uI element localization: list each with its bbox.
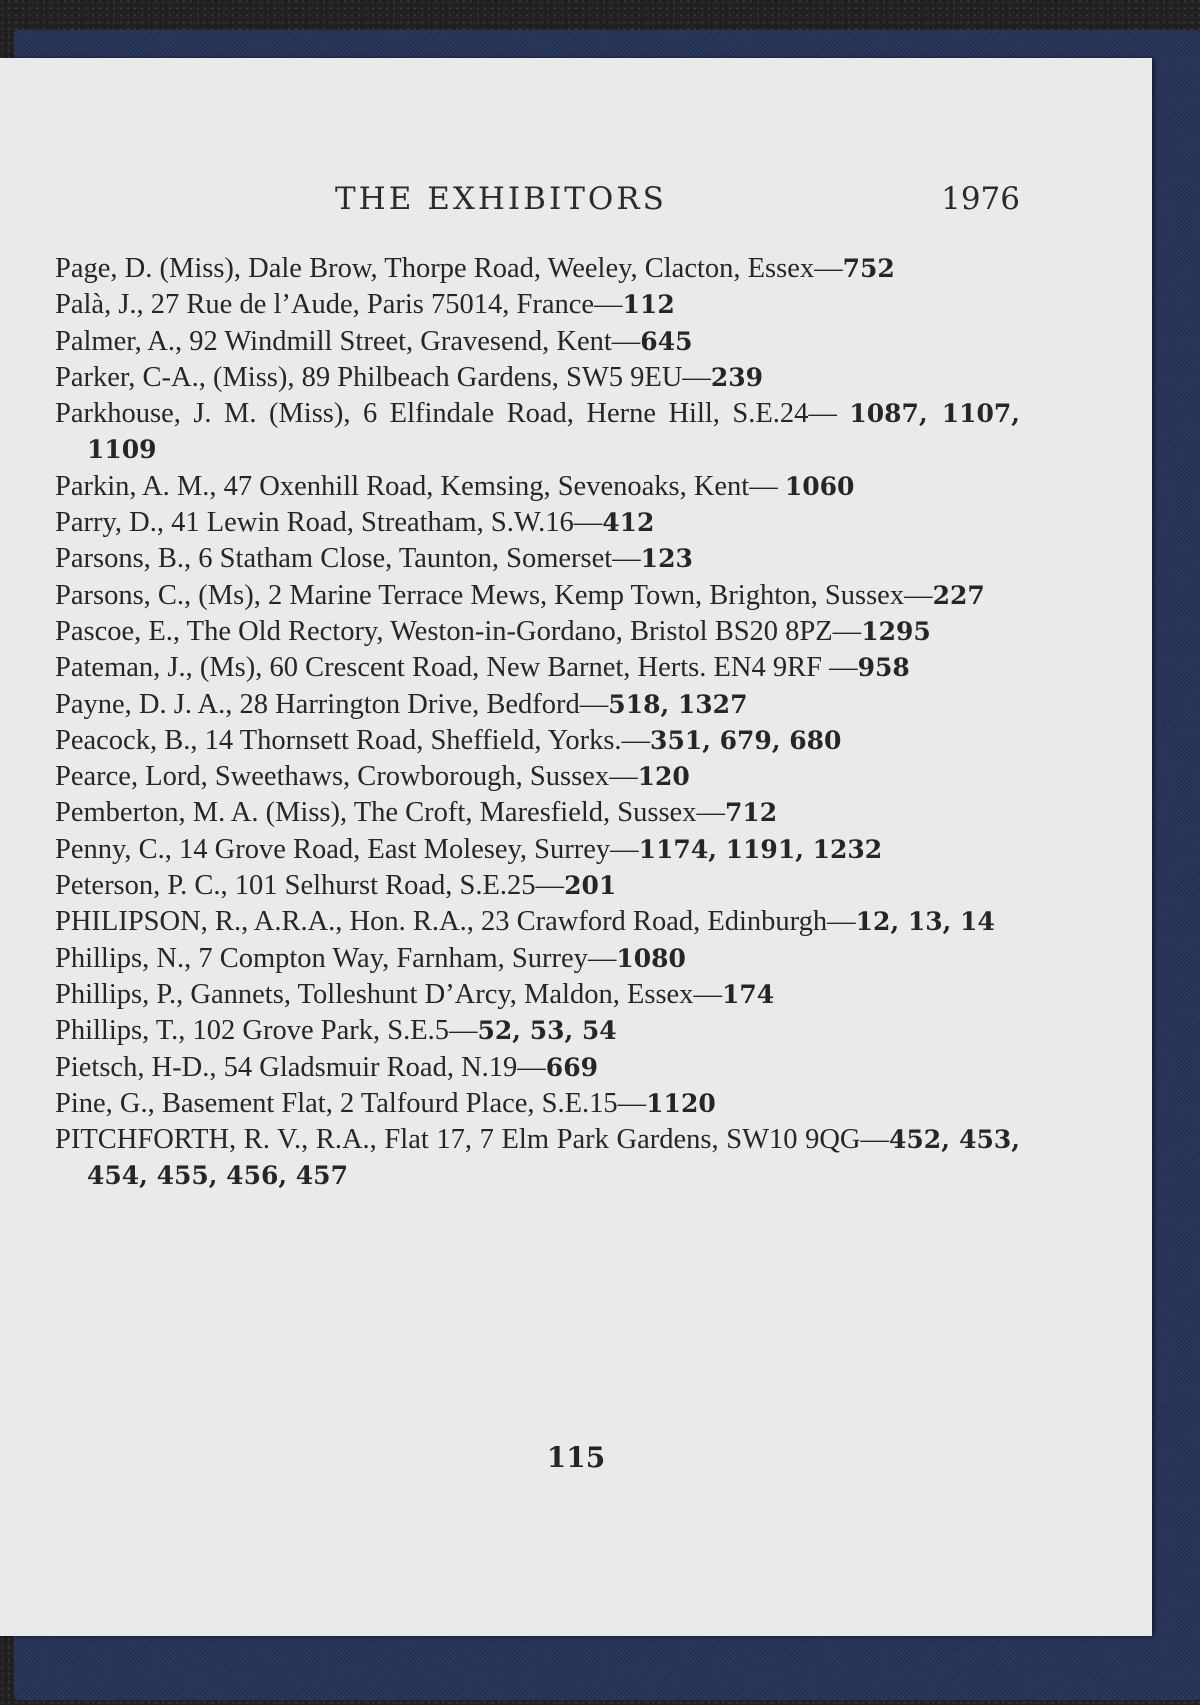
exhibitor-entry: [55, 1013, 1020, 1049]
entry-text: Pietsch, H-D., 54 Gladsmuir Road, N.19—: [55, 1051, 546, 1083]
entry-text: Parsons, B., 6 Statham Close, Taunton, Somerset—: [55, 543, 641, 575]
entry-text: PHILIPSON, R., A.R.A., Hon. R.A., 23 Crawford Road, Edinburgh—: [55, 906, 856, 938]
exhibitor-entry: [55, 541, 1020, 577]
entry-numbers: 412: [602, 508, 655, 538]
entry-text: Palà, J., 27 Rue de l’Aude, Paris 75014, France—: [55, 289, 623, 321]
entry-text: Pearce, Lord, Sweethaws, Crowborough, Sussex—: [55, 761, 638, 793]
entry-text: Pemberton, M. A. (Miss), The Croft, Maresfield, Sussex—: [55, 797, 725, 829]
entry-numbers: 239: [710, 362, 764, 392]
entry-text: Pateman, J., (Ms), 60 Crescent Road, New Barnet, Herts. EN4 9RF —: [55, 652, 858, 684]
exhibitor-entry: [55, 469, 1020, 505]
entry-numbers: 351, 679, 680: [650, 725, 842, 755]
exhibitor-entry: [55, 1050, 1020, 1086]
exhibitor-entry: [55, 723, 1020, 759]
exhibitor-entry: [55, 1086, 1020, 1122]
entry-numbers: 123: [640, 544, 693, 574]
running-title: THE EXHIBITORS: [335, 181, 667, 217]
entry-text: Pascoe, E., The Old Rectory, Weston-in-Gordano, Bristol BS20 8PZ—: [55, 615, 862, 647]
entry-numbers: 201: [564, 871, 617, 901]
entry-numbers: 452, 453, 454, 455, 456, 457: [87, 1125, 1020, 1191]
exhibitor-entry: [55, 941, 1020, 977]
running-head: [55, 181, 1020, 231]
running-year: 1976: [941, 181, 1020, 217]
entry-text: Peacock, B., 14 Thornsett Road, Sheffield, Yorks.—: [55, 724, 651, 756]
entry-numbers: 120: [637, 762, 690, 792]
exhibitor-entry: [55, 977, 1020, 1013]
entry-numbers: 1120: [646, 1088, 716, 1118]
exhibitor-entry: [55, 687, 1020, 723]
exhibitor-entry: [55, 505, 1020, 541]
exhibitor-entry: [55, 795, 1020, 831]
entry-text: Peterson, P. C., 101 Selhurst Road, S.E.25—: [55, 870, 565, 902]
entry-text: Phillips, P., Gannets, Tolleshunt D’Arcy, Maldon, Essex—: [55, 978, 722, 1010]
exhibitor-entry: [55, 324, 1020, 360]
entry-text: Parker, C-A., (Miss), 89 Philbeach Gardens, SW5 9EU—: [55, 361, 711, 393]
exhibitor-entry: [55, 868, 1020, 904]
exhibitor-entry: [55, 759, 1020, 795]
entry-numbers: 1080: [616, 943, 686, 973]
entry-text: Pine, G., Basement Flat, 2 Talfourd Place, S.E.15—: [55, 1087, 647, 1119]
entry-numbers: 112: [622, 290, 675, 320]
exhibitor-entry: [55, 650, 1020, 686]
entry-text: Page, D. (Miss), Dale Brow, Thorpe Road, Weeley, Clacton, Essex—: [55, 253, 843, 284]
entry-text: Parkhouse, J. M. (Miss), 6 Elfindale Road, Herne Hill, S.E.24—: [55, 398, 850, 430]
entry-numbers: 752: [842, 254, 895, 283]
entry-numbers: 958: [857, 653, 910, 683]
exhibitor-entry: [55, 287, 1020, 323]
exhibitor-entry: [55, 360, 1020, 396]
entry-numbers: 1174, 1191, 1232: [638, 834, 883, 864]
entry-numbers: 12, 13, 14: [855, 907, 995, 937]
entry-text: Parsons, C., (Ms), 2 Marine Terrace Mews, Kemp Town, Brighton, Sussex—: [55, 579, 933, 611]
book-page: [0, 58, 1152, 1636]
exhibitor-entry: [55, 1122, 1020, 1195]
entry-numbers: 1295: [861, 616, 931, 646]
exhibitor-entry: [55, 396, 1020, 469]
entry-text: Penny, C., 14 Grove Road, East Molesey, Surrey—: [55, 833, 639, 865]
entry-numbers: 669: [545, 1052, 598, 1082]
exhibitor-entry: [55, 832, 1020, 868]
entry-numbers: 227: [932, 580, 985, 610]
exhibitor-entry: [55, 614, 1020, 650]
page-number: 115: [546, 1441, 606, 1474]
entry-text: PITCHFORTH, R. V., R.A., Flat 17, 7 Elm Park Gardens, SW10 9QG—: [55, 1124, 890, 1156]
entry-text: Payne, D. J. A., 28 Harrington Drive, Bedford—: [55, 688, 609, 720]
exhibitor-entry: [55, 904, 1020, 940]
entry-numbers: 1060: [784, 471, 855, 501]
entry-text: Palmer, A., 92 Windmill Street, Gravesend, Kent—: [55, 325, 641, 357]
entry-numbers: 645: [640, 326, 693, 356]
entry-text: Phillips, T., 102 Grove Park, S.E.5—: [55, 1015, 478, 1047]
entry-numbers: 1087, 1107, 1109: [87, 399, 1020, 465]
entry-numbers: 518, 1327: [608, 689, 748, 719]
exhibitor-list: [55, 251, 1020, 1195]
entry-numbers: 52, 53, 54: [477, 1016, 617, 1046]
entry-text: Phillips, N., 7 Compton Way, Farnham, Surrey—: [55, 942, 617, 974]
exhibitor-entry: [55, 251, 1020, 287]
entry-text: Parry, D., 41 Lewin Road, Streatham, S.W.16—: [55, 507, 603, 539]
entry-text: Parkin, A. M., 47 Oxenhill Road, Kemsing, Sevenoaks, Kent—: [55, 470, 785, 502]
entry-numbers: 174: [721, 979, 775, 1009]
exhibitor-entry: [55, 578, 1020, 614]
entry-numbers: 712: [724, 798, 778, 828]
